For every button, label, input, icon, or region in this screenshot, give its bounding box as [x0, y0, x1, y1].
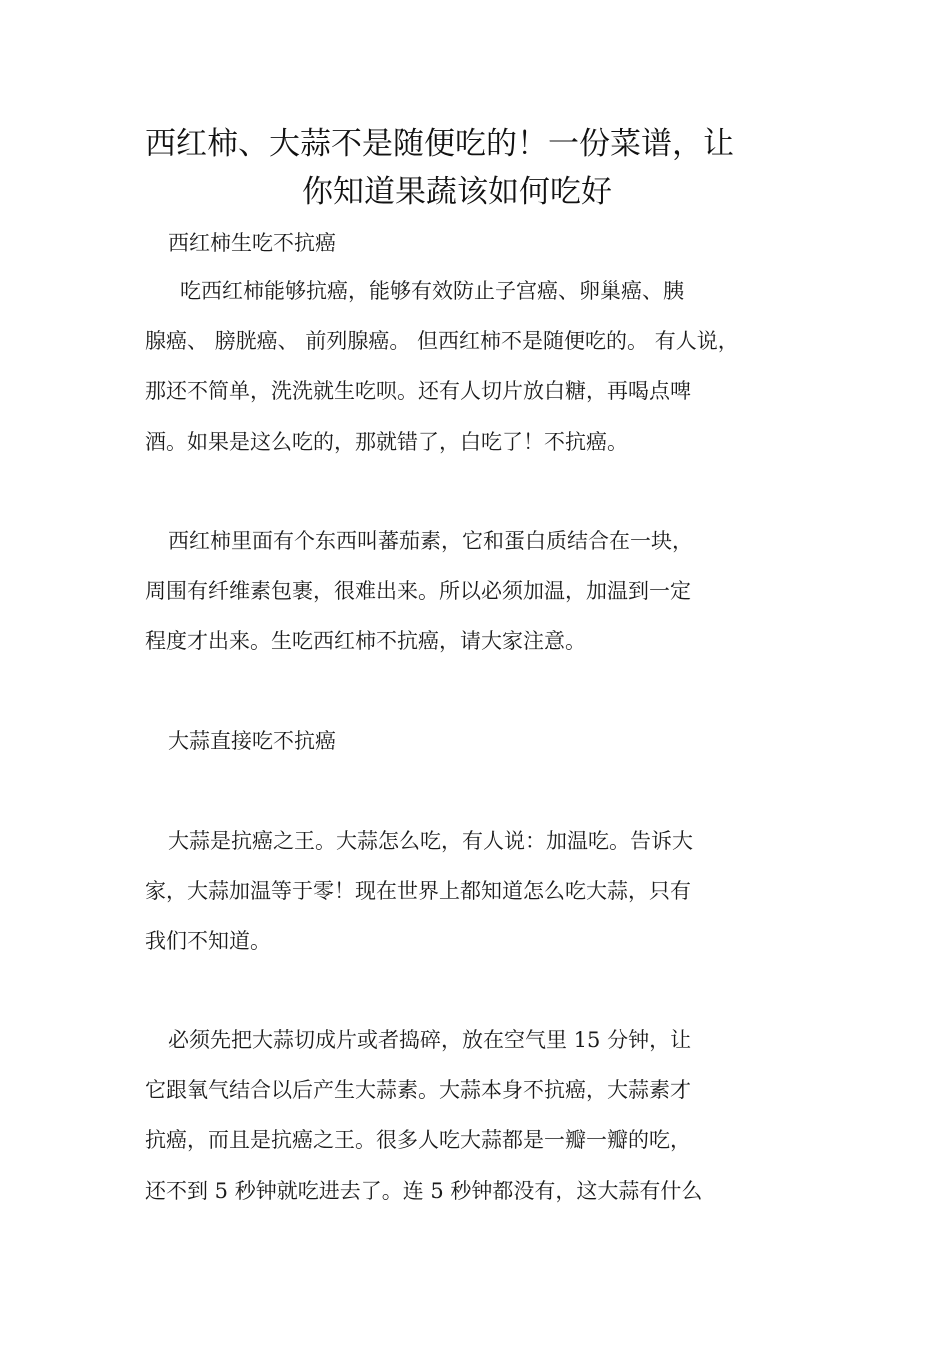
paragraph-line: 我们不知道。: [145, 929, 271, 953]
paragraph-line: 吃西红柿能够抗癌，能够有效防止子宫癌、卵巢癌、胰: [180, 279, 684, 303]
paragraph-line: 周围有纤维素包裹，很难出来。所以必须加温，加温到一定: [145, 579, 691, 603]
paragraph-line: 腺癌、 膀胱癌、 前列腺癌。 但西红柿不是随便吃的。 有人说，: [145, 329, 739, 353]
paragraph-line: 抗癌，而且是抗癌之王。很多人吃大蒜都是一瓣一瓣的吃，: [145, 1128, 691, 1152]
document-title-line-2: 你知道果蔬该如何吃好: [302, 174, 612, 210]
paragraph-line: 大蒜是抗癌之王。大蒜怎么吃，有人说：加温吃。告诉大: [168, 829, 693, 853]
paragraph-line: 那还不简单，洗洗就生吃呗。还有人切片放白糖，再喝点啤: [145, 379, 691, 403]
paragraph-line: 它跟氧气结合以后产生大蒜素。大蒜本身不抗癌，大蒜素才: [145, 1078, 691, 1102]
paragraph-line: 酒。如果是这么吃的，那就错了，白吃了！不抗癌。: [145, 430, 628, 454]
section-heading-tomato: 西红柿生吃不抗癌: [168, 231, 336, 255]
paragraph-line: 程度才出来。生吃西红柿不抗癌，请大家注意。: [145, 629, 586, 653]
paragraph-line: 必须先把大蒜切成片或者捣碎，放在空气里 15 分钟，让: [168, 1028, 692, 1052]
document-title-line-1: 西红柿、大蒜不是随便吃的！一份菜谱，让: [145, 126, 734, 162]
section-heading-garlic: 大蒜直接吃不抗癌: [168, 729, 336, 753]
paragraph-line: 家，大蒜加温等于零！现在世界上都知道怎么吃大蒜，只有: [145, 879, 691, 903]
paragraph-line: 西红柿里面有个东西叫蕃茄素，它和蛋白质结合在一块，: [168, 529, 693, 553]
paragraph-line: 还不到 5 秒钟就吃进去了。连 5 秒钟都没有，这大蒜有什么: [145, 1179, 703, 1203]
